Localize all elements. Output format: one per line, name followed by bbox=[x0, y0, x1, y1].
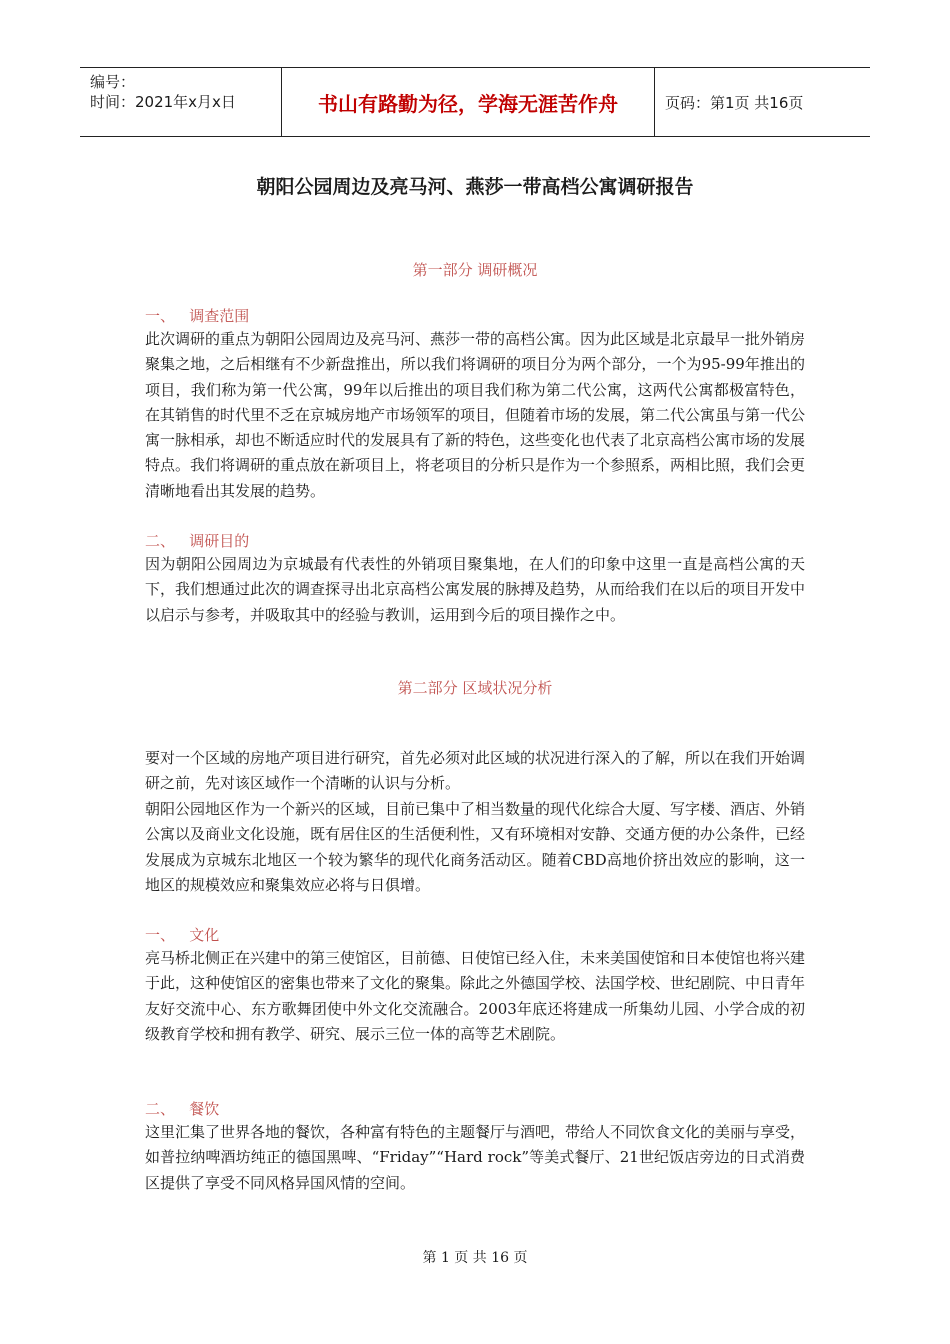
header-page-cell bbox=[655, 68, 870, 136]
page-footer: 第 1 页 共 16 页 bbox=[422, 1250, 528, 1266]
part1-section1-heading: 一、 调查范围 bbox=[145, 307, 250, 325]
time-label: 时间：2021年x月x日 bbox=[90, 93, 236, 111]
document-title: 朝阳公园周边及亮马河、燕莎一带高档公寓调研报告 bbox=[256, 176, 694, 198]
header-motto-cell bbox=[282, 68, 655, 136]
header-table bbox=[80, 67, 870, 137]
motto-text: 书山有路勤为径，学海无涯苦作舟 bbox=[318, 91, 618, 116]
page-info: 页码：第1页 共16页 bbox=[665, 93, 804, 112]
number-label: 编号： bbox=[90, 73, 136, 91]
part1-title: 第一部分 调研概况 bbox=[412, 261, 538, 279]
part2-intro-paragraph-2: 朝阳公园地区作为一个新兴的区域，目前已集中了相当数量的现代化综合大厦、写字楼、酒店、外销公寓以及商业文化设施，既有居住区的生活便利性，又有环境相对安静、交通方便的办公条件，已经发展成为京城东北地区一个较为繁华的现代化商务活动区。随着CBD高地价挤出效应的影响，这一地区的规模效应和聚集效应必将与日俱增。 bbox=[145, 800, 806, 894]
part2-section2-heading: 二、 餐饮 bbox=[145, 1100, 220, 1118]
part2-section1-heading: 一、 文化 bbox=[145, 926, 220, 944]
part2-intro-paragraph-1: 要对一个区域的房地产项目进行研究，首先必须对此区域的状况进行深入的了解，所以在我们开始调研之前，先对该区域作一个清晰的认识与分析。 bbox=[145, 749, 806, 793]
part2-section1-paragraph: 亮马桥北侧正在兴建中的第三使馆区，目前德、日使馆已经入住，未来美国使馆和日本使馆也将兴建于此，这种使馆区的密集也带来了文化的聚集。除此之外德国学校、法国学校、世纪剧院、中日青年友好交流中心、东方歌舞团使中外文化交流融合。2003年底还将建成一所集幼儿园、小学合成的初级教育学校和拥有教学、研究、展示三位一体的高等艺术剧院。 bbox=[145, 949, 806, 1043]
part1-section1-paragraph: 此次调研的重点为朝阳公园周边及亮马河、燕莎一带的高档公寓。因为此区域是北京最早一批外销房聚集之地，之后相继有不少新盘推出，所以我们将调研的项目分为两个部分，一个为95-99年推出的项目，我们称为第一代公寓，99年以后推出的项目我们称为第二代公寓，这两代公寓都极富特色，在其销售的时代里不乏在京城房地产市场领军的项目，但随着市场的发展，第二代公寓虽与第一代公寓一脉相承，却也不断适应时代的发展具有了新的特色，这些变化也代表了北京高档公寓市场的发展特点。我们将调研的重点放在新项目上，将老项目的分析只是作为一个参照系，两相比照，我们会更清晰地看出其发展的趋势。 bbox=[145, 330, 806, 500]
part1-section2-heading: 二、 调研目的 bbox=[145, 532, 250, 550]
part1-section2-paragraph: 因为朝阳公园周边为京城最有代表性的外销项目聚集地，在人们的印象中这里一直是高档公寓的天下，我们想通过此次的调查探寻出北京高档公寓发展的脉搏及趋势，从而给我们在以后的项目开发中以启示与参考，并吸取其中的经验与教训，运用到今后的项目操作之中。 bbox=[145, 555, 806, 624]
part2-title: 第二部分 区域状况分析 bbox=[397, 679, 553, 697]
part2-section2-paragraph: 这里汇集了世界各地的餐饮，各种富有特色的主题餐厅与酒吧，带给人不同饮食文化的美丽与享受，如普拉纳啤酒坊纯正的德国黑啤、“Friday”“Hard rock”等美式餐厅、21世纪饭店旁边的日式消费区提供了享受不同风格异国风情的空间。 bbox=[145, 1123, 806, 1192]
header-meta-cell bbox=[80, 68, 282, 136]
